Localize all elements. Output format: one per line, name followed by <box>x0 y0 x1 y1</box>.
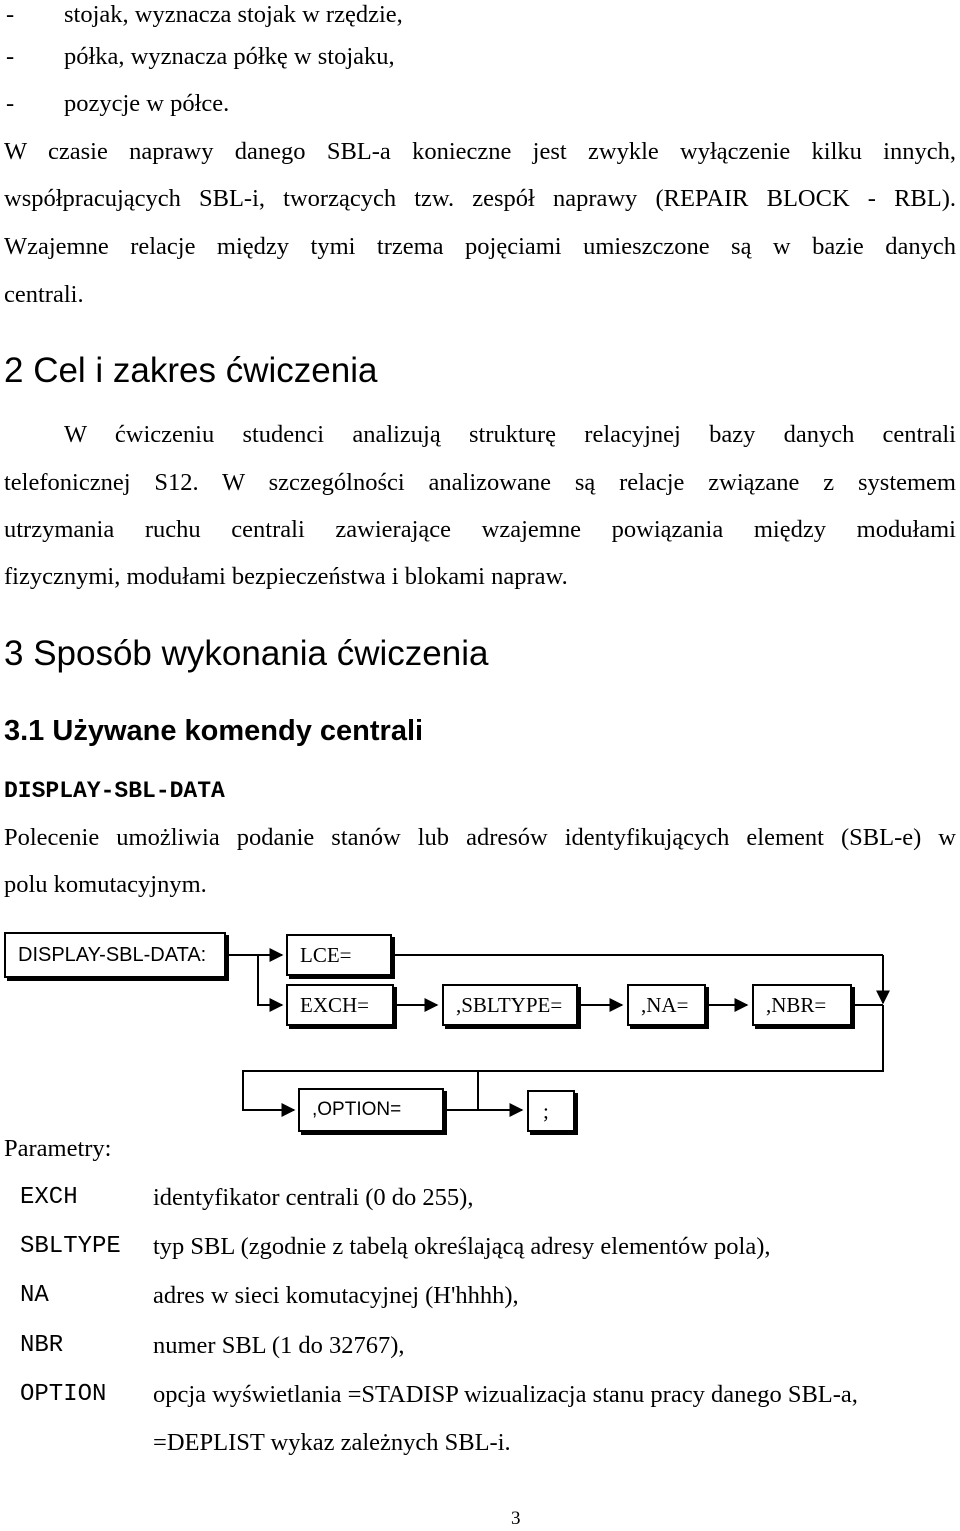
list-dash: - <box>6 1 15 28</box>
paragraph-line: Polecenie umożliwia podanie stanów lub adresów identyfikujących element (SBL-e) w <box>4 824 956 851</box>
syntax-sbltype-box: ,SBLTYPE= <box>442 984 578 1026</box>
parameter-desc: opcja wyświetlania =STADISP wizualizacja stanu pracy danego SBL-a, <box>153 1381 858 1408</box>
syntax-na-box: ,NA= <box>627 984 706 1026</box>
paragraph-line: polu komutacyjnym. <box>4 871 207 898</box>
parameter-name: NBR <box>20 1332 64 1359</box>
parameter-name: OPTION <box>20 1381 107 1408</box>
parameter-desc: adres w sieci komutacyjnej (H'hhhh), <box>153 1282 519 1309</box>
syntax-terminator-box: ; <box>527 1090 575 1132</box>
parameter-name: SBLTYPE <box>20 1233 121 1260</box>
list-dash: - <box>6 43 15 70</box>
syntax-option-box: ,OPTION= <box>298 1088 444 1132</box>
paragraph-line: utrzymania ruchu centrali zawierające wzajemne powiązania między modułami <box>4 516 956 543</box>
paragraph-line: fizycznymi, modułami bezpieczeństwa i blokami napraw. <box>4 563 568 590</box>
paragraph-line: współpracujących SBL-i, tworzących tzw. zespół naprawy (REPAIR BLOCK - RBL). <box>4 185 956 212</box>
command-name: DISPLAY-SBL-DATA <box>4 778 225 804</box>
paragraph-line: W czasie naprawy danego SBL-a konieczne jest zwykle wyłączenie kilku innych, <box>4 138 956 165</box>
paragraph-line: centrali. <box>4 281 84 308</box>
list-item: pozycje w półce. <box>64 90 230 117</box>
list-item: stojak, wyznacza stojak w rzędzie, <box>64 1 403 28</box>
section-heading: 2 Cel i zakres ćwiczenia <box>4 351 378 390</box>
syntax-command-box: DISPLAY-SBL-DATA: <box>4 932 226 978</box>
paragraph-line: Wzajemne relacje między tymi trzema pojęciami umieszczone są w bazie danych <box>4 233 956 260</box>
parameter-name: EXCH <box>20 1184 78 1211</box>
parameter-name: NA <box>20 1282 49 1309</box>
parameter-desc-continuation: =DEPLIST wykaz zależnych SBL-i. <box>153 1429 511 1456</box>
paragraph-line: W ćwiczeniu studenci analizują strukturę relacyjnej bazy danych centrali <box>64 421 956 448</box>
parameter-desc: identyfikator centrali (0 do 255), <box>153 1184 474 1211</box>
parameter-desc: numer SBL (1 do 32767), <box>153 1332 405 1359</box>
parameter-desc: typ SBL (zgodnie z tabelą określającą adresy elementów pola), <box>153 1233 771 1260</box>
paragraph-line: telefonicznej S12. W szczególności analizowane są relacje związane z systemem <box>4 469 956 496</box>
list-dash: - <box>6 90 15 117</box>
list-item: półka, wyznacza półkę w stojaku, <box>64 43 395 70</box>
page-number: 3 <box>511 1508 521 1529</box>
syntax-exch-box: EXCH= <box>286 984 394 1026</box>
subsection-heading: 3.1 Używane komendy centrali <box>4 715 424 747</box>
syntax-lce-box: LCE= <box>286 934 392 976</box>
parameters-label: Parametry: <box>4 1135 112 1162</box>
syntax-nbr-box: ,NBR= <box>752 984 852 1026</box>
section-heading: 3 Sposób wykonania ćwiczenia <box>4 634 489 673</box>
